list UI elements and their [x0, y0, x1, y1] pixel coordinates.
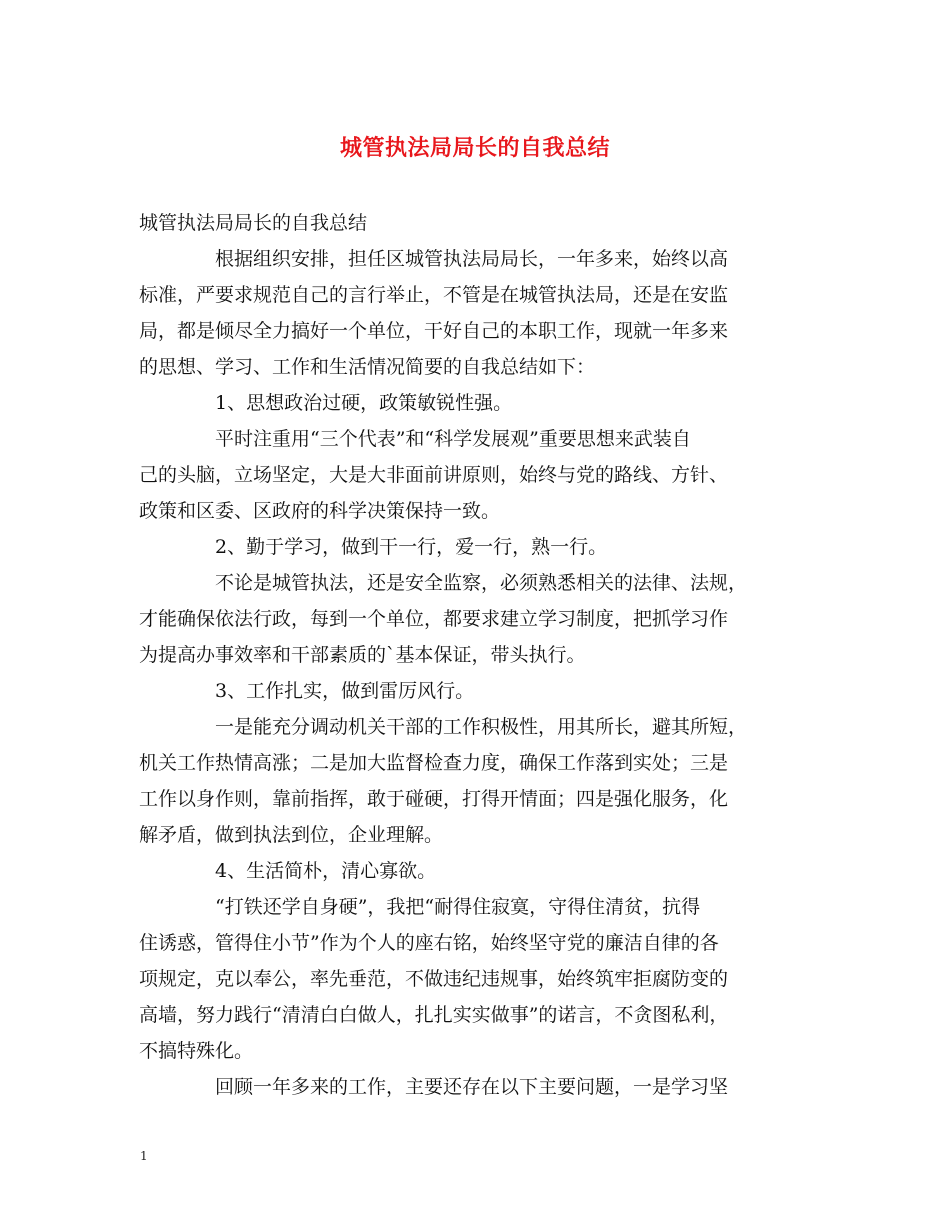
section-heading: 1、思想政治过硬，政策敏锐性强。: [215, 392, 513, 414]
text-line: 才能确保依法行政，每到一个单位，都要求建立学习制度，把抓学习作: [139, 608, 729, 630]
text-line: 工作以身作则，靠前指挥，敢于碰硬，打得开情面；四是强化服务，化: [139, 788, 729, 810]
text-line: 回顾一年多来的工作，主要还存在以下主要问题，一是学习坚: [215, 1076, 729, 1098]
text-line: 标准，严要求规范自己的言行举止，不管是在城管执法局，还是在安监: [139, 284, 729, 306]
text-line: 根据组织安排，担任区城管执法局局长，一年多来，始终以高: [215, 248, 729, 270]
text-line: 解矛盾，做到执法到位，企业理解。: [139, 824, 444, 846]
text-line: 为提高办事效率和干部素质的`基本保证，带头执行。: [139, 644, 586, 666]
document-body: [139, 205, 819, 1105]
text-line: 不搞特殊化。: [139, 1040, 254, 1062]
text-line: “打铁还学自身硬”，我把“耐得住寂寞，守得住清贫，抗得: [215, 896, 701, 918]
section-heading: 2、勤于学习，做到干一行，爱一行，熟一行。: [215, 536, 608, 558]
text-line: 平时注重用“三个代表”和“科学发展观”重要思想来武装自: [215, 428, 691, 450]
document-title: 城管执法局局长的自我总结: [339, 135, 610, 161]
text-line: 城管执法局局长的自我总结: [139, 212, 368, 234]
text-line: 高墙，努力践行“清清白白做人，扎扎实实做事”的诺言，不贪图私利，: [139, 1004, 729, 1026]
text-line: 不论是城管执法，还是安全监察，必须熟悉相关的法律、法规，: [215, 572, 748, 594]
section-heading: 4、生活简朴，清心寡欲。: [215, 860, 437, 882]
text-line: 一是能充分调动机关干部的工作积极性，用其所长，避其所短，: [215, 716, 748, 738]
text-line: 的思想、学习、工作和生活情况简要的自我总结如下：: [139, 356, 596, 378]
text-line: 己的头脑，立场坚定，大是大非面前讲原则，始终与党的路线、方针、: [139, 464, 729, 486]
text-line: 项规定，克以奉公，率先垂范，不做违纪违规事，始终筑牢拒腐防变的: [139, 968, 729, 990]
text-line: 局，都是倾尽全力搞好一个单位，干好自己的本职工作，现就一年多来: [139, 320, 729, 342]
text-line: 住诱惑，管得住小节”作为个人的座右铭，始终坚守党的廉洁自律的各: [139, 932, 719, 954]
text-line: 政策和区委、区政府的科学决策保持一致。: [139, 500, 501, 522]
text-line: 机关工作热情高涨；二是加大监督检查力度，确保工作落到实处；三是: [139, 752, 729, 774]
page-number: 1: [140, 1149, 148, 1163]
section-heading: 3、工作扎实，做到雷厉风行。: [215, 680, 475, 702]
